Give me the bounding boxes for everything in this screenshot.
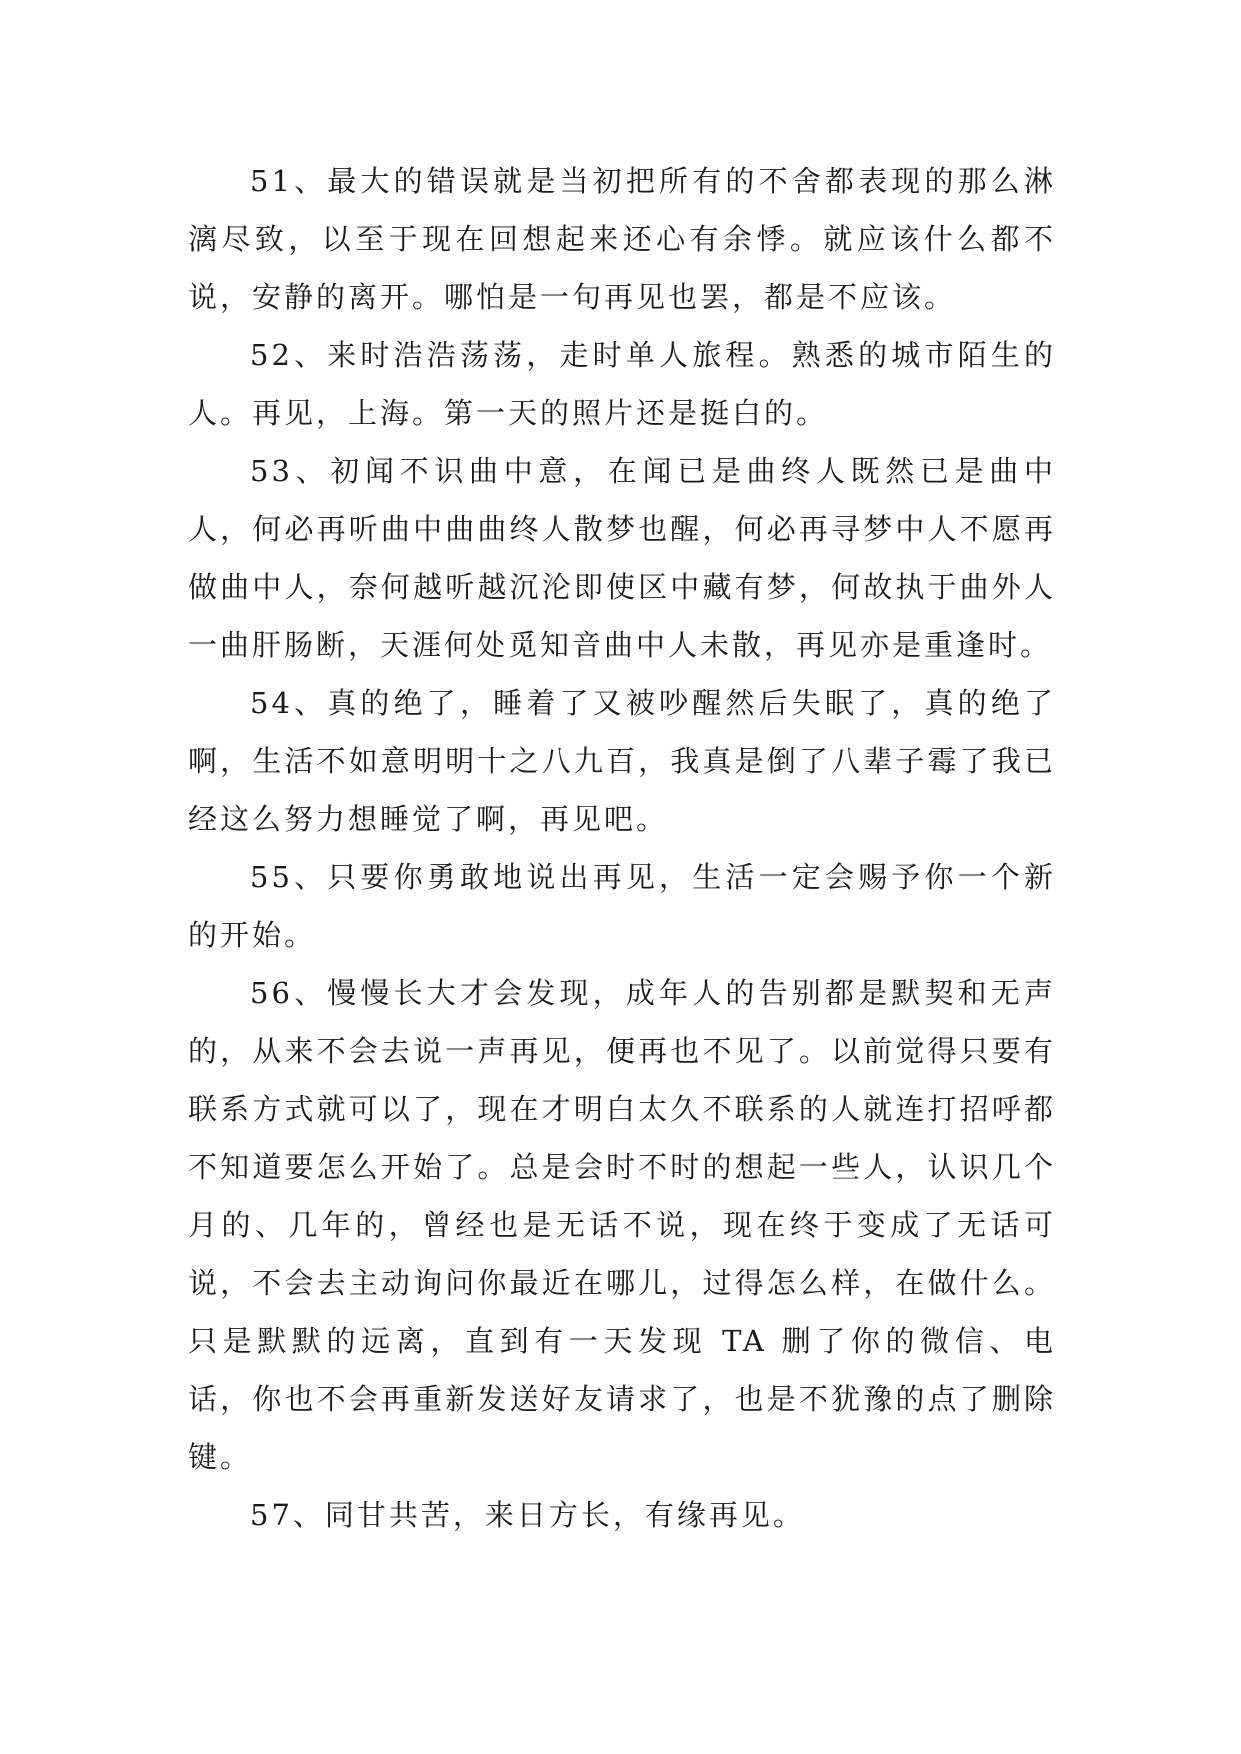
paragraph-54: 54、真的绝了，睡着了又被吵醒然后失眠了，真的绝了啊，生活不如意明明十之八九百，我真是倒了八辈子霉了我已经这么努力想睡觉了啊，再见吧。 [188, 686, 1056, 836]
document-body [188, 152, 1056, 1544]
paragraph-55: 55、只要你勇敢地说出再见，生活一定会赐予你一个新的开始。 [188, 860, 1056, 952]
paragraph-53: 53、初闻不识曲中意，在闻已是曲终人既然已是曲中人，何必再听曲中曲曲终人散梦也醒，何必再寻梦中人不愿再做曲中人，奈何越听越沉沦即使区中藏有梦，何故执于曲外人一曲肝肠断，天涯何处觅知音曲中人未散，再见亦是重逢时。 [188, 454, 1056, 662]
paragraph-51: 51、最大的错误就是当初把所有的不舍都表现的那么淋漓尽致，以至于现在回想起来还心有余悸。就应该什么都不说，安静的离开。哪怕是一句再见也罢，都是不应该。 [188, 164, 1056, 314]
paragraph-57: 57、同甘共苦，来日方长，有缘再见。 [250, 1498, 805, 1532]
paragraph-56: 56、慢慢长大才会发现，成年人的告别都是默契和无声的，从来不会去说一声再见，便再也不见了。以前觉得只要有联系方式就可以了，现在才明白太久不联系的人就连打招呼都不知道要怎么开始了。总是会时不时的想起一些人，认识几个月的、几年的，曾经也是无话不说，现在终于变成了无话可说，不会去主动询问你最近在哪儿，过得怎么样，在做什么。只是默默的远离，直到有一天发现 TA 删了你的微信、电话，你也不会再重新发送好友请求了，也是不犹豫的点了删除键。 [188, 976, 1056, 1474]
paragraph-52: 52、来时浩浩荡荡，走时单人旅程。熟悉的城市陌生的人。再见，上海。第一天的照片还是挺白的。 [188, 338, 1056, 430]
